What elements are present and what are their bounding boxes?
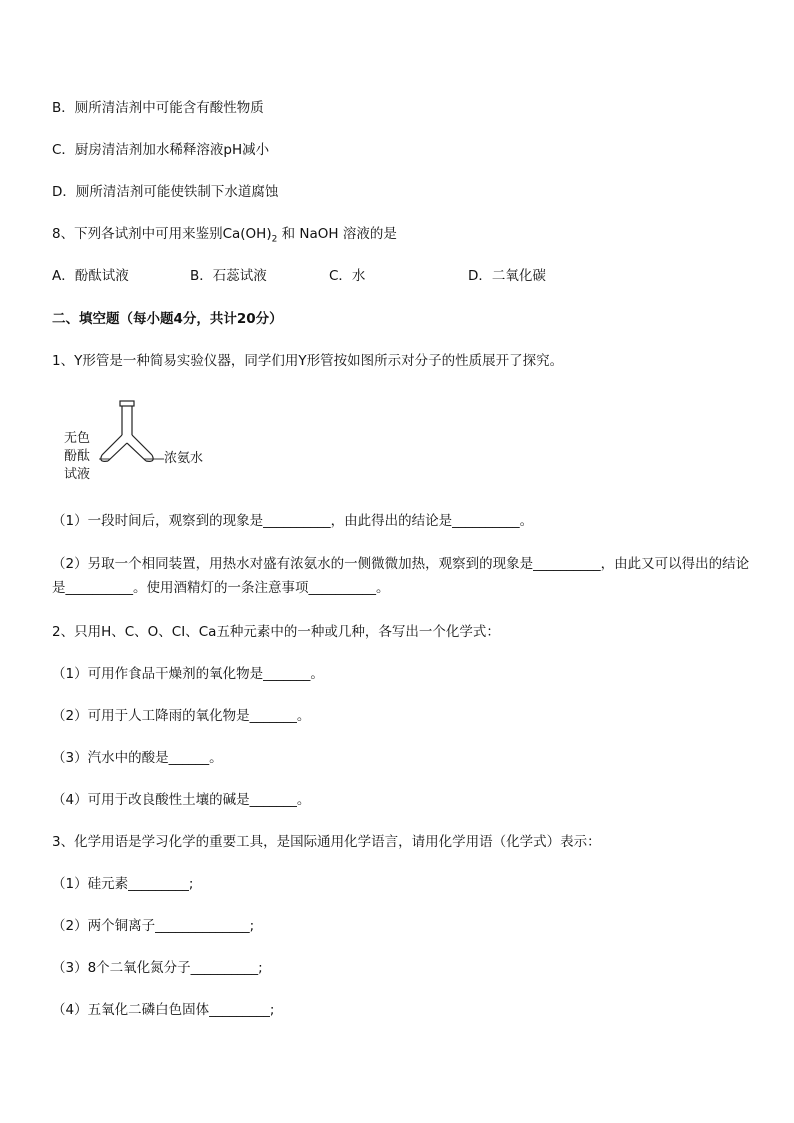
q8-option-a: A．酚酞试液 bbox=[52, 268, 129, 284]
fill3-sub2: （2）两个铜离子______________; bbox=[52, 918, 255, 934]
label-test-solution: 试液 bbox=[64, 467, 91, 482]
fill2-sub1: （1）可用作食品干燥剂的氧化物是_______。 bbox=[52, 666, 324, 682]
fill3-stem: 3、化学用语是学习化学的重要工具，是国际通用化学语言，请用化学用语（化学式）表示： bbox=[52, 834, 601, 850]
q8-option-b: B．石蕊试液 bbox=[190, 268, 267, 284]
label-colorless: 无色 bbox=[64, 431, 91, 446]
q8-stem-suffix: 和 NaOH 溶液的是 bbox=[277, 226, 397, 242]
q7-option-c: C．厨房清洁剂加水稀释溶液pH减小 bbox=[52, 142, 270, 158]
tube-left-bulb bbox=[101, 455, 108, 461]
fill2-sub3: （3）汽水中的酸是______。 bbox=[52, 750, 223, 766]
tube-right-bulb bbox=[146, 455, 153, 461]
q8-stem-prefix: 8、下列各试剂中可用来鉴别Ca(OH) bbox=[52, 226, 272, 242]
tube-stopper bbox=[120, 401, 134, 406]
y-tube-figure bbox=[58, 395, 238, 490]
q8-option-c: C．水 bbox=[329, 268, 366, 284]
label-concentrated-ammonia: 浓氨水 bbox=[164, 451, 204, 466]
fill2-stem: 2、只用H、C、O、CI、Ca五种元素中的一种或几种，各写出一个化学式： bbox=[52, 624, 500, 640]
tube-left-arm-outer bbox=[102, 435, 122, 455]
fill3-sub3: （3）8个二氧化氮分子__________; bbox=[52, 960, 263, 976]
section2-heading: 二、填空题（每小题4分，共计20分） bbox=[52, 311, 283, 327]
q8-option-d: D．二氧化碳 bbox=[468, 268, 546, 284]
label-phenolphthalein: 酚酞 bbox=[64, 449, 91, 464]
q7-option-d: D．厕所清洁剂可能使铁制下水道腐蚀 bbox=[52, 184, 279, 200]
q8-stem-subscript: 2 bbox=[271, 234, 278, 245]
fill1-sub2: （2）另取一个相同装置，用热水对盛有浓氨水的一侧微微加热，观察到的现象是__________，由此又可以得出的结论是__________。使用酒精灯的一条注意事项__________。 bbox=[52, 556, 750, 596]
q8-stem bbox=[52, 224, 397, 250]
y-tube-glassware bbox=[99, 401, 164, 461]
tube-right-arm-outer bbox=[132, 435, 152, 455]
fill1-stem: 1、Y形管是一种简易实验仪器，同学们用Y形管按如图所示对分子的性质展开了探究。 bbox=[52, 353, 564, 369]
q7-option-b: B．厕所清洁剂中可能含有酸性物质 bbox=[52, 100, 264, 116]
fill3-sub4: （4）五氧化二磷白色固体_________; bbox=[52, 1002, 275, 1018]
fill3-sub1: （1）硅元素_________; bbox=[52, 876, 194, 892]
fill2-sub4: （4）可用于改良酸性土壤的碱是_______。 bbox=[52, 792, 311, 808]
fill2-sub2: （2）可用于人工降雨的氧化物是_______。 bbox=[52, 708, 311, 724]
fill1-sub1: （1）一段时间后，观察到的现象是__________，由此得出的结论是__________。 bbox=[52, 513, 534, 529]
